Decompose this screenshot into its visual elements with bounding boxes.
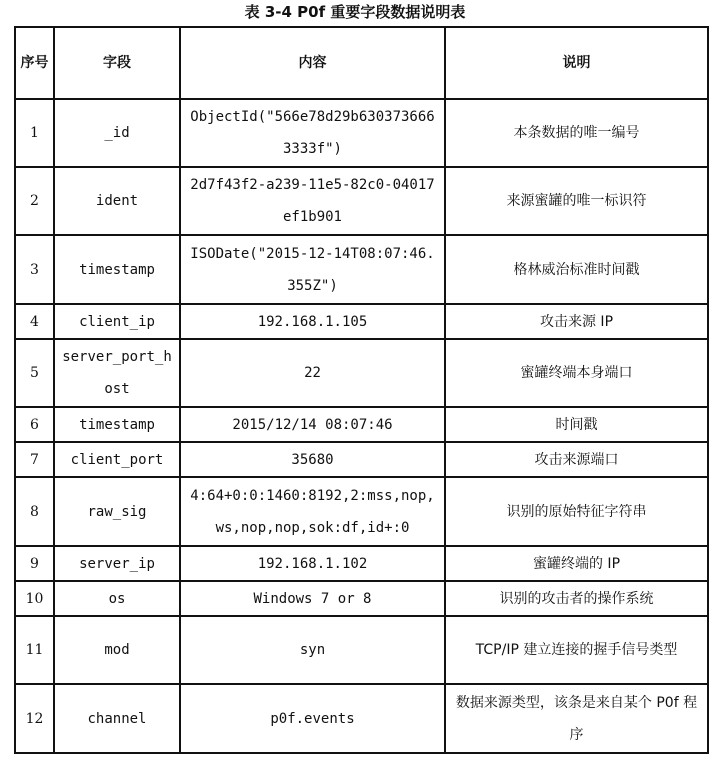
row-number: 4 — [15, 304, 54, 339]
table-row — [15, 235, 708, 304]
table-row — [15, 167, 708, 235]
table-row — [15, 684, 708, 753]
row-number: 1 — [15, 99, 54, 167]
row-field: timestamp — [54, 235, 180, 304]
row-content: 2015/12/14 08:07:46 — [180, 407, 445, 442]
table-row — [15, 546, 708, 581]
row-number: 12 — [15, 684, 54, 753]
header-no: 序号 — [15, 27, 54, 99]
row-description: 识别的攻击者的操作系统 — [445, 581, 708, 616]
row-number: 9 — [15, 546, 54, 581]
row-content: 192.168.1.102 — [180, 546, 445, 581]
row-content: 22 — [180, 339, 445, 407]
row-number: 5 — [15, 339, 54, 407]
table-row — [15, 581, 708, 616]
header-description: 说明 — [445, 27, 708, 99]
table-row — [15, 616, 708, 684]
row-content: Windows 7 or 8 — [180, 581, 445, 616]
row-description: 攻击来源 IP — [445, 304, 708, 339]
table-row — [15, 99, 708, 167]
row-content: 4:64+0:0:1460:8192,2:mss,nop,ws,nop,nop,sok:df,id+:0 — [180, 477, 445, 546]
row-field: client_ip — [54, 304, 180, 339]
row-field: channel — [54, 684, 180, 753]
row-number: 3 — [15, 235, 54, 304]
table-row — [15, 442, 708, 477]
row-content: ISODate("2015-12-14T08:07:46.355Z") — [180, 235, 445, 304]
row-description: TCP/IP 建立连接的握手信号类型 — [445, 616, 708, 684]
row-description: 蜜罐终端本身端口 — [445, 339, 708, 407]
row-description: 时间戳 — [445, 407, 708, 442]
row-field: ident — [54, 167, 180, 235]
row-field: _id — [54, 99, 180, 167]
row-number: 7 — [15, 442, 54, 477]
row-field: mod — [54, 616, 180, 684]
row-number: 2 — [15, 167, 54, 235]
row-number: 6 — [15, 407, 54, 442]
row-field: server_port_host — [54, 339, 180, 407]
table-row — [15, 477, 708, 546]
row-description: 数据来源类型，该条是来自某个 P0f 程序 — [445, 684, 708, 753]
row-content: syn — [180, 616, 445, 684]
row-content: 35680 — [180, 442, 445, 477]
table-row — [15, 407, 708, 442]
p0f-fields-table — [14, 26, 709, 754]
row-field: os — [54, 581, 180, 616]
row-description: 来源蜜罐的唯一标识符 — [445, 167, 708, 235]
row-field: timestamp — [54, 407, 180, 442]
row-field: raw_sig — [54, 477, 180, 546]
row-field: server_ip — [54, 546, 180, 581]
row-number: 10 — [15, 581, 54, 616]
table-caption: 表 3-4 P0f 重要字段数据说明表 — [244, 3, 466, 21]
row-content: 2d7f43f2-a239-11e5-82c0-04017ef1b901 — [180, 167, 445, 235]
table-header-row — [15, 27, 708, 99]
row-number: 11 — [15, 616, 54, 684]
row-content: 192.168.1.105 — [180, 304, 445, 339]
row-description: 格林威治标准时间戳 — [445, 235, 708, 304]
row-description: 识别的原始特征字符串 — [445, 477, 708, 546]
row-description: 蜜罐终端的 IP — [445, 546, 708, 581]
row-description: 本条数据的唯一编号 — [445, 99, 708, 167]
row-number: 8 — [15, 477, 54, 546]
row-field: client_port — [54, 442, 180, 477]
row-content: p0f.events — [180, 684, 445, 753]
table-row — [15, 304, 708, 339]
table-row — [15, 339, 708, 407]
header-content: 内容 — [180, 27, 445, 99]
row-description: 攻击来源端口 — [445, 442, 708, 477]
row-content: ObjectId("566e78d29b6303736663333f") — [180, 99, 445, 167]
header-field: 字段 — [54, 27, 180, 99]
